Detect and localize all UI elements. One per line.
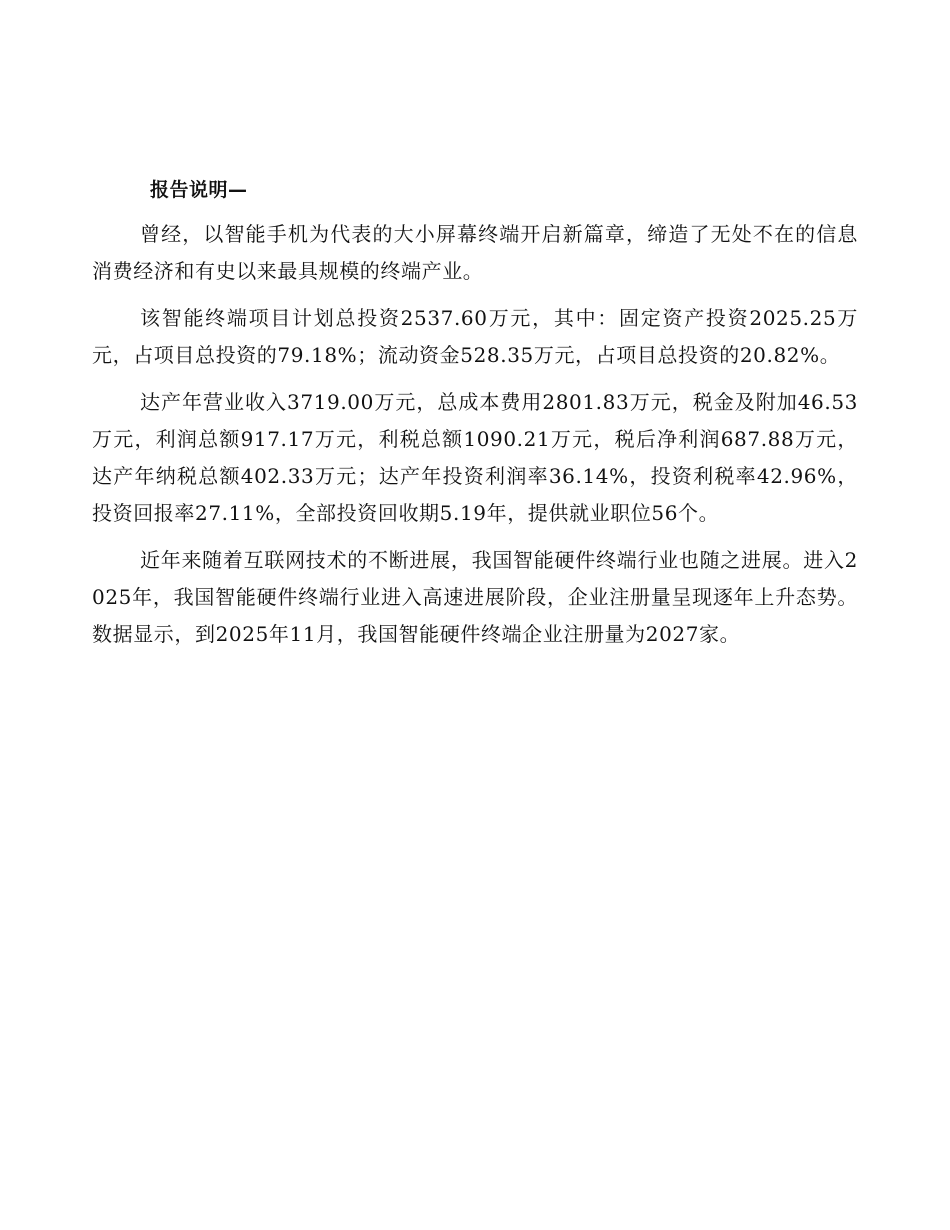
report-heading: 报告说明— (150, 179, 248, 201)
document-body (92, 172, 858, 663)
paragraph-financials: 达产年营业收入3719.00万元，总成本费用2801.83万元，税金及附加46.53万元，利润总额917.17万元，利税总额1090.21万元，税后净利润687.88万元，达产年纳税总额402.33万元；达产年投资利润率36.14%，投资利税率42.96%，投资回报率27.11%，全部投资回收期5.19年，提供就业职位56个。 (92, 390, 858, 525)
paragraph-investment: 该智能终端项目计划总投资2537.60万元，其中：固定资产投资2025.25万元，占项目总投资的79.18%；流动资金528.35万元，占项目总投资的20.82%。 (92, 306, 858, 367)
paragraph-intro: 曾经，以智能手机为代表的大小屏幕终端开启新篇章，缔造了无处不在的信息消费经济和有史以来最具规模的终端产业。 (92, 222, 858, 283)
paragraph-industry: 近年来随着互联网技术的不断进展，我国智能硬件终端行业也随之进展。进入2025年，我国智能硬件终端行业进入高速进展阶段，企业注册量呈现逐年上升态势。数据显示，到2025年11月，我国智能硬件终端企业注册量为2027家。 (92, 548, 858, 646)
